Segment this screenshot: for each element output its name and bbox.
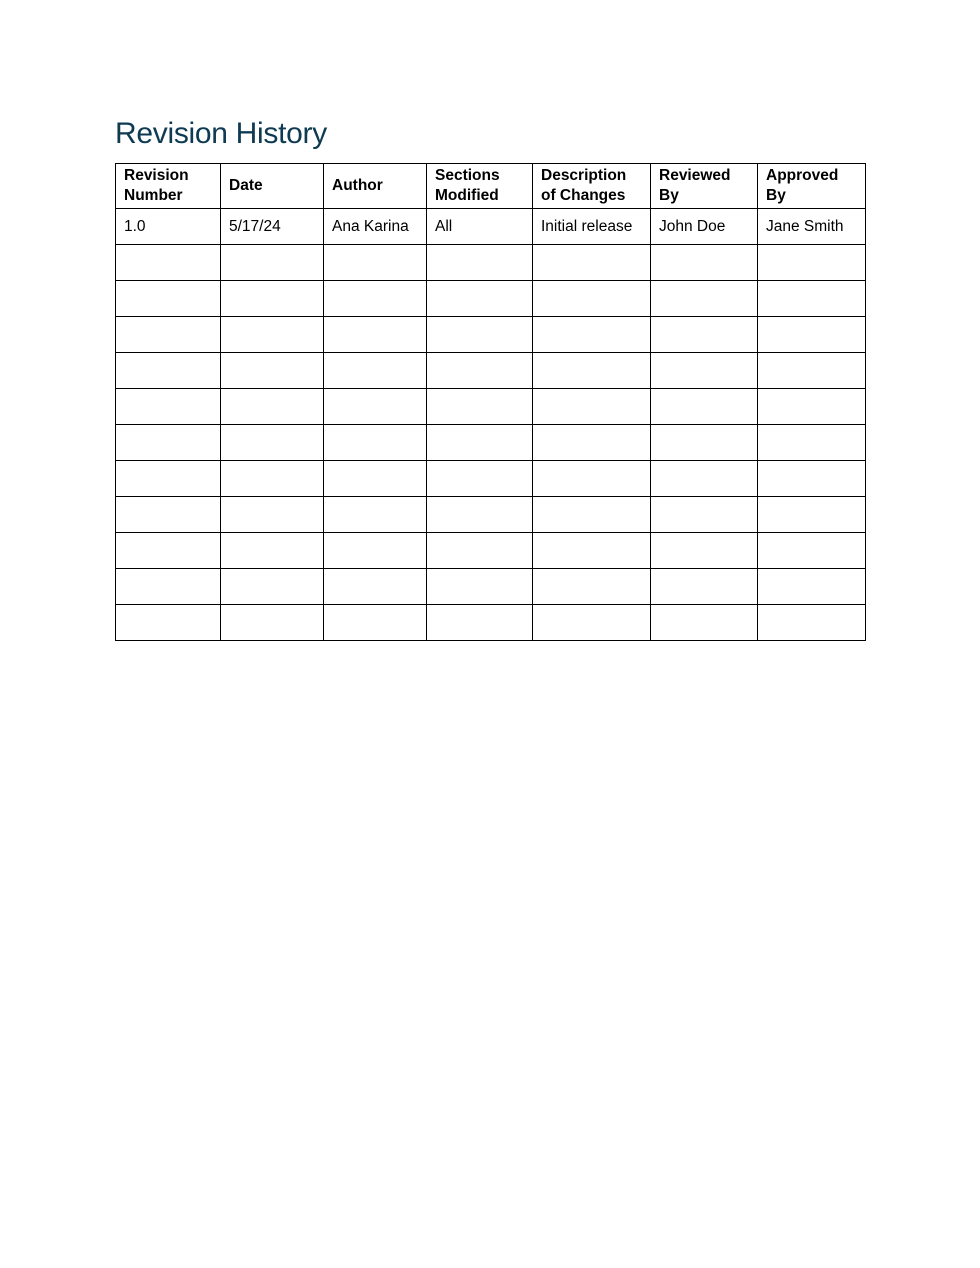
table-cell	[427, 245, 533, 281]
revision-history-table	[115, 163, 866, 641]
table-cell	[651, 533, 758, 569]
table-cell	[324, 245, 427, 281]
table-cell	[221, 317, 324, 353]
table-cell	[221, 497, 324, 533]
table-cell	[427, 533, 533, 569]
table-cell	[221, 605, 324, 641]
table-cell	[427, 317, 533, 353]
table-cell	[533, 389, 651, 425]
page-title: Revision History	[115, 117, 327, 150]
table-cell	[221, 281, 324, 317]
table-cell	[651, 389, 758, 425]
table-cell	[324, 533, 427, 569]
table-cell	[758, 533, 866, 569]
column-header-description-of-changes: Description of Changes	[533, 164, 651, 209]
table-row	[116, 425, 866, 461]
table-cell	[651, 461, 758, 497]
table-cell	[221, 533, 324, 569]
table-cell	[427, 497, 533, 533]
table-cell	[427, 461, 533, 497]
table-cell	[116, 461, 221, 497]
column-header-reviewed-by: Reviewed By	[651, 164, 758, 209]
table-cell	[116, 533, 221, 569]
table-cell	[533, 245, 651, 281]
table-cell	[651, 569, 758, 605]
table-cell	[221, 245, 324, 281]
table-cell	[651, 317, 758, 353]
table-header-row	[116, 164, 866, 209]
table-cell	[758, 389, 866, 425]
column-header-sections-modified: Sections Modified	[427, 164, 533, 209]
table-cell: 5/17/24	[221, 209, 324, 245]
table-cell	[651, 353, 758, 389]
table-cell	[758, 497, 866, 533]
table-row	[116, 497, 866, 533]
table-cell: 1.0	[116, 209, 221, 245]
table-cell	[324, 425, 427, 461]
table-cell	[324, 353, 427, 389]
table-cell	[758, 569, 866, 605]
table-cell	[427, 569, 533, 605]
table-cell	[651, 245, 758, 281]
table-cell	[116, 317, 221, 353]
table-cell	[533, 281, 651, 317]
table-cell	[116, 353, 221, 389]
table-cell	[324, 497, 427, 533]
table-cell: John Doe	[651, 209, 758, 245]
table-cell	[221, 461, 324, 497]
table-cell	[758, 353, 866, 389]
table-cell	[533, 425, 651, 461]
table-cell	[324, 605, 427, 641]
table-cell	[533, 605, 651, 641]
table-cell	[324, 281, 427, 317]
table-cell	[221, 353, 324, 389]
table-cell	[221, 425, 324, 461]
table-row	[116, 353, 866, 389]
table-cell	[324, 317, 427, 353]
table-cell	[651, 605, 758, 641]
table-cell: Jane Smith	[758, 209, 866, 245]
table-cell	[427, 605, 533, 641]
table-cell	[221, 569, 324, 605]
table-cell	[427, 353, 533, 389]
table-cell: Initial release	[533, 209, 651, 245]
table-cell	[116, 605, 221, 641]
table-row	[116, 317, 866, 353]
table-cell	[533, 569, 651, 605]
table-cell	[758, 245, 866, 281]
table-row	[116, 605, 866, 641]
table-cell	[427, 425, 533, 461]
table-row	[116, 281, 866, 317]
table-row	[116, 461, 866, 497]
table-cell	[116, 245, 221, 281]
table-cell	[533, 497, 651, 533]
table-cell	[116, 497, 221, 533]
table-row	[116, 533, 866, 569]
table-cell	[116, 569, 221, 605]
table-row	[116, 245, 866, 281]
column-header-author: Author	[324, 164, 427, 209]
table-row	[116, 389, 866, 425]
table-cell	[533, 317, 651, 353]
table-row	[116, 209, 866, 245]
table-cell	[116, 281, 221, 317]
table-cell	[221, 389, 324, 425]
column-header-revision-number: Revision Number	[116, 164, 221, 209]
table-cell	[427, 281, 533, 317]
table-cell	[758, 461, 866, 497]
table-cell	[324, 389, 427, 425]
table-cell	[758, 317, 866, 353]
table-cell	[116, 389, 221, 425]
table-cell	[533, 533, 651, 569]
table-cell	[324, 461, 427, 497]
table-cell	[758, 281, 866, 317]
table-cell	[651, 497, 758, 533]
table-cell	[651, 281, 758, 317]
table-row	[116, 569, 866, 605]
table-cell	[533, 461, 651, 497]
table-cell	[758, 425, 866, 461]
table-cell	[427, 389, 533, 425]
table-cell	[758, 605, 866, 641]
column-header-date: Date	[221, 164, 324, 209]
table-cell: Ana Karina	[324, 209, 427, 245]
table-cell	[533, 353, 651, 389]
table-cell: All	[427, 209, 533, 245]
table-cell	[324, 569, 427, 605]
table-cell	[116, 425, 221, 461]
column-header-approved-by: Approved By	[758, 164, 866, 209]
table-cell	[651, 425, 758, 461]
